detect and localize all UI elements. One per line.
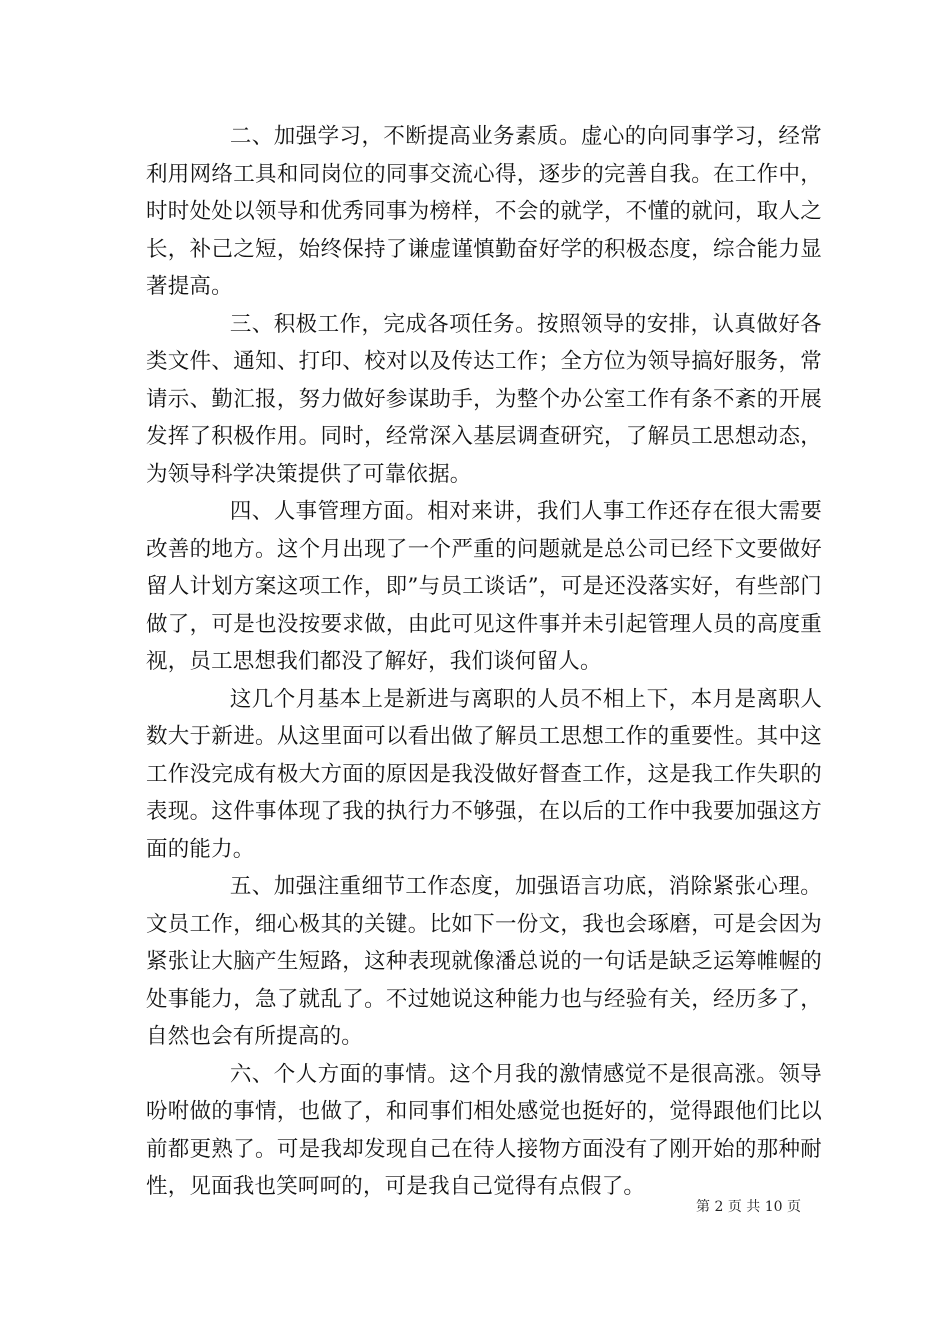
- paragraph-personnel-management: 四、人事管理方面。相对来讲，我们人事工作还存在很大需要改善的地方。这个月出现了一个严重的问题就是总公司已经下文要做好留人计划方案这项工作，即”与员工谈话”，可是还没落实好，有些部门做了，可是也没按要求做，由此可见这件事并未引起管理人员的高度重视，员工思想我们都没了解好，我们谈何留人。: [146, 499, 822, 674]
- page-number-footer: 第 2 页 共 10 页: [696, 1199, 801, 1215]
- paragraph-study: 二、加强学习，不断提高业务素质。虚心的向同事学习，经常利用网络工具和同岗位的同事交流心得，逐步的完善自我。在工作中，时时处处以领导和优秀同事为榜样，不会的就学，不懂的就问，取人之长，补己之短，始终保持了谦虚谨慎勤奋好学的积极态度，综合能力显著提高。: [146, 124, 822, 299]
- paragraph-personal-matters: 六、个人方面的事情。这个月我的激情感觉不是很高涨。领导吩咐做的事情，也做了，和同事们相处感觉也挺好的，觉得跟他们比以前都更熟了。可是我却发现自己在待人接物方面没有了刚开始的那种耐性，见面我也笑呵呵的，可是我自己觉得有点假了。: [146, 1061, 822, 1199]
- paragraph-work-tasks: 三、积极工作，完成各项任务。按照领导的安排，认真做好各类文件、通知、打印、校对以及传达工作；全方位为领导搞好服务，常请示、勤汇报，努力做好参谋助手，为整个办公室工作有条不紊的开展发挥了积极作用。同时，经常深入基层调查研究，了解员工思想动态，为领导科学决策提供了可靠依据。: [146, 311, 822, 487]
- document-body: [146, 118, 822, 1206]
- paragraph-staff-turnover: 这几个月基本上是新进与离职的人员不相上下，本月是离职人数大于新进。从这里面可以看出做了解员工思想工作的重要性。其中这工作没完成有极大方面的原因是我没做好督查工作，这是我工作失职的表现。这件事体现了我的执行力不够强，在以后的工作中我要加强这方面的能力。: [146, 686, 822, 862]
- paragraph-attention-to-detail: 五、加强注重细节工作态度，加强语言功底，消除紧张心理。文员工作，细心极其的关键。比如下一份文，我也会琢磨，可是会因为紧张让大脑产生短路，这种表现就像潘总说的一句话是缺乏运筹帷幄的处事能力，急了就乱了。不过她说这种能力也与经验有关，经历多了，自然也会有所提高的。: [146, 874, 822, 1049]
